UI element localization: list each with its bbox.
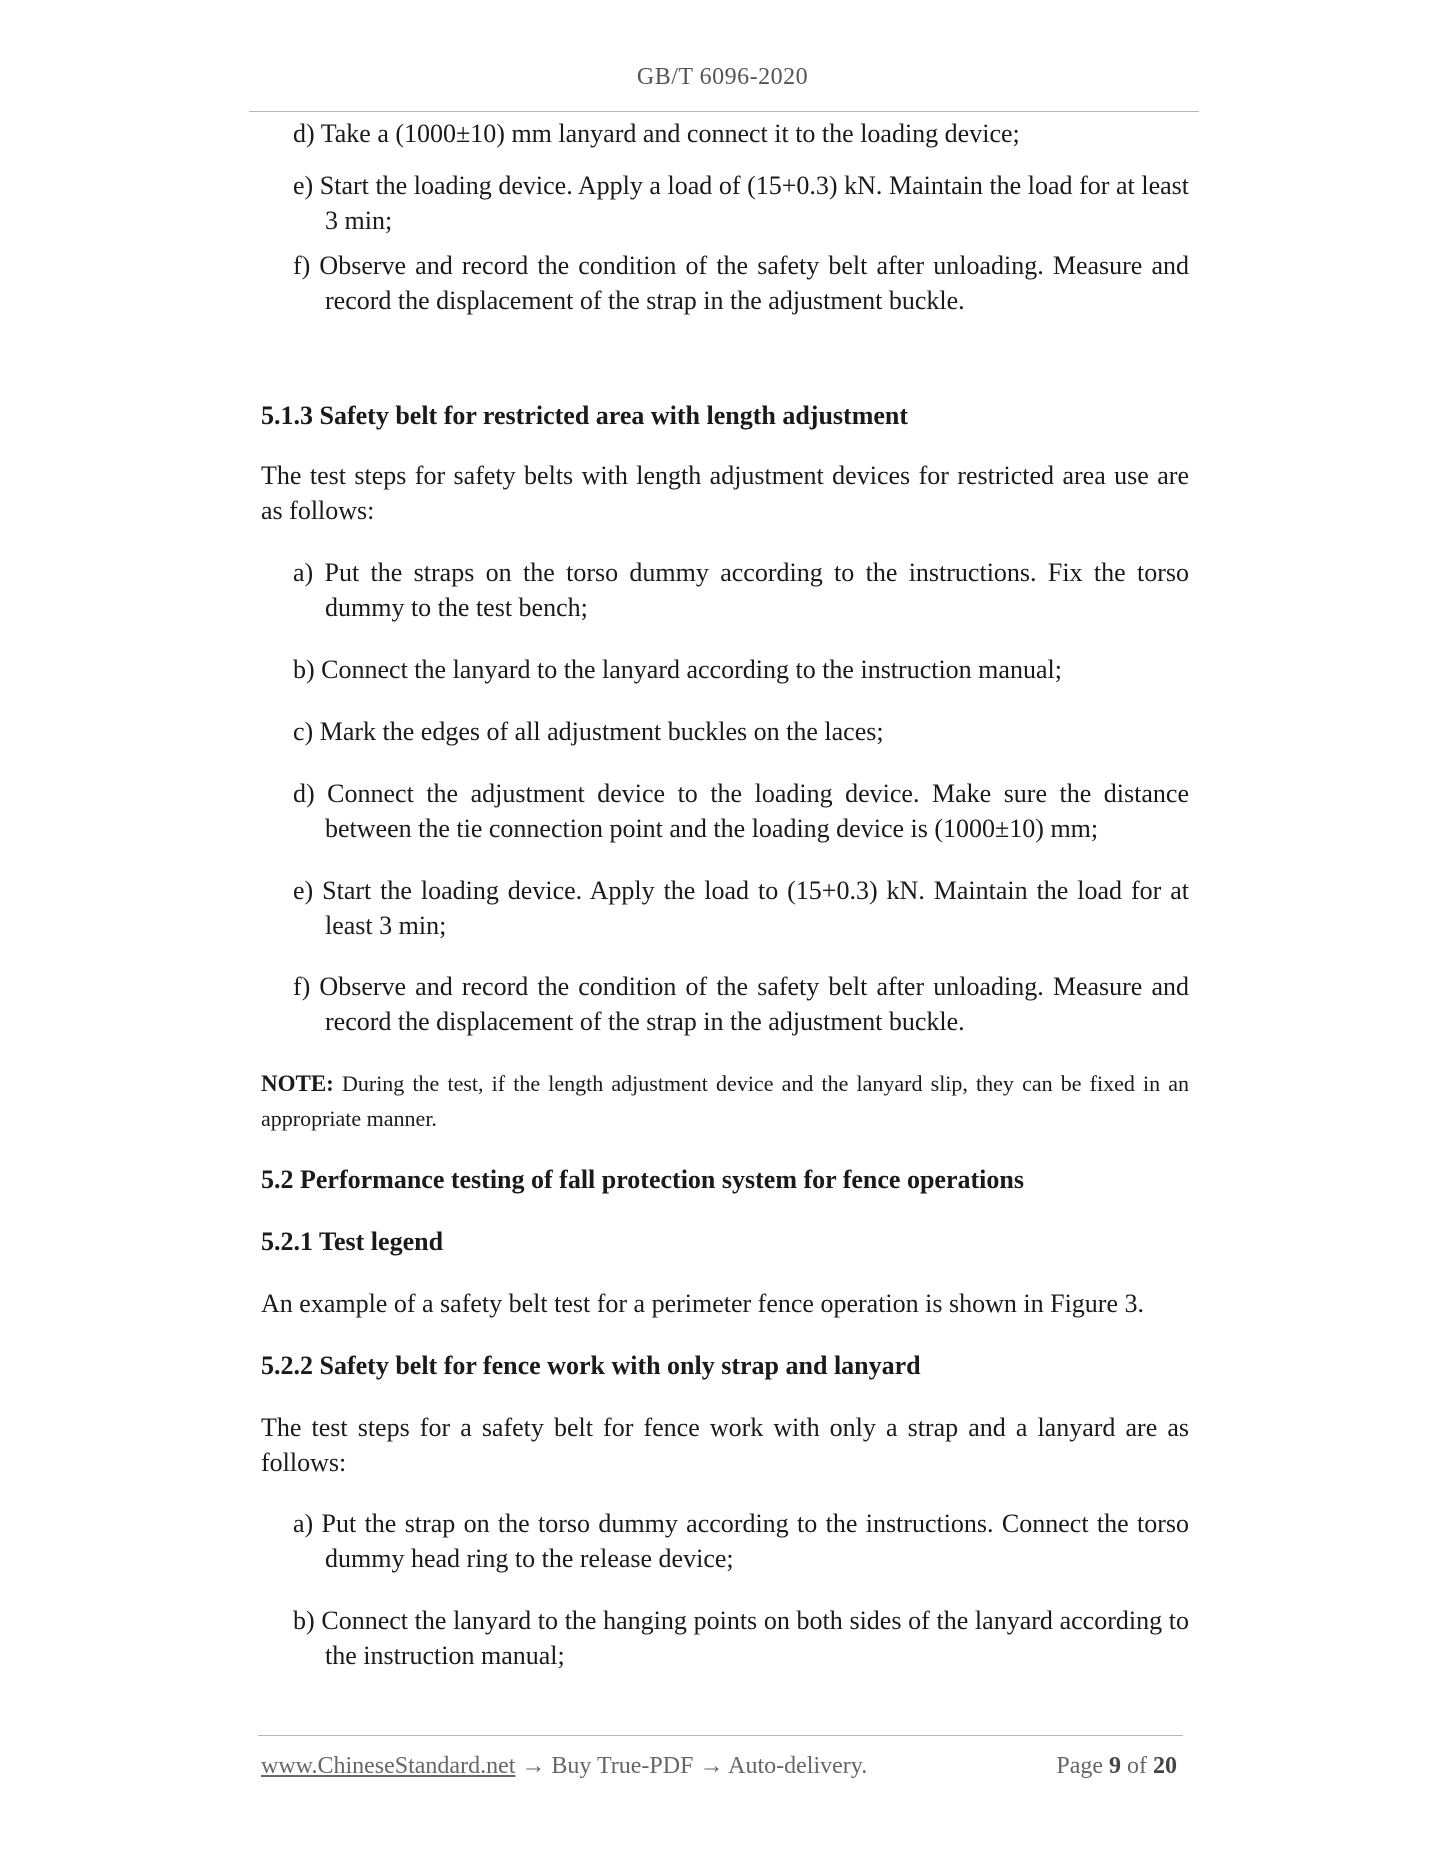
of-label: of	[1127, 1753, 1147, 1779]
footer-divider	[258, 1735, 1183, 1736]
auto-delivery-text: Auto-delivery.	[728, 1753, 868, 1779]
page-number: 9	[1109, 1753, 1121, 1779]
section-heading-5-1-3: 5.1.3 Safety belt for restricted area with length adjustment	[261, 401, 909, 430]
paragraph: The test steps for safety belts with length adjustment devices for restricted area use are as follows:	[261, 461, 1189, 525]
section-heading-5-2-1: 5.2.1 Test legend	[261, 1227, 444, 1256]
page-total: 20	[1153, 1753, 1177, 1779]
section-intro-5-1-3	[261, 458, 1189, 528]
note-text: During the test, if the length adjustment device and the lanyard slip, they can be fixed in an appropriate manner.	[261, 1071, 1189, 1131]
section-heading-5-2: 5.2 Performance testing of fall protection system for fence operations	[261, 1165, 1024, 1194]
section-text-5-2-1	[261, 1286, 1189, 1321]
website-link[interactable]: www.ChineseStandard.net	[261, 1753, 516, 1779]
list-item: d) Take a (1000±10) mm lanyard and connect it to the loading device;	[293, 119, 1020, 148]
list-item: e) Start the loading device. Apply a load of (15+0.3) kN. Maintain the load for at least 3 min;	[293, 171, 1189, 235]
list-item: e) Start the loading device. Apply the load to (15+0.3) kN. Maintain the load for at least 3 min;	[293, 876, 1189, 940]
list-item: a) Put the straps on the torso dummy according to the instructions. Fix the torso dummy to the test bench;	[293, 558, 1189, 622]
list-item: f) Observe and record the condition of the safety belt after unloading. Measure and record the displacement of the strap in the adjustment buckle.	[293, 251, 1189, 315]
list-item: b) Connect the lanyard to the hanging points on both sides of the lanyard according to the instruction manual;	[293, 1606, 1189, 1670]
note-label: NOTE:	[261, 1071, 334, 1096]
paragraph: An example of a safety belt test for a perimeter fence operation is shown in Figure 3.	[261, 1289, 1144, 1318]
header-title: GB/T 6096-2020	[636, 64, 809, 90]
page-indicator	[1056, 1753, 1177, 1780]
list-item: f) Observe and record the condition of the safety belt after unloading. Measure and record the displacement of the strap in the adjustment buckle.	[293, 972, 1189, 1036]
section-intro-5-2-2	[261, 1410, 1189, 1480]
note	[261, 1066, 1189, 1136]
footer-promo	[261, 1753, 867, 1780]
list-item: c) Mark the edges of all adjustment buckles on the laces;	[293, 717, 884, 746]
list-item: d) Connect the adjustment device to the loading device. Make sure the distance between the tie connection point and the loading device is (1000±10) mm;	[293, 779, 1189, 843]
paragraph: The test steps for a safety belt for fence work with only a strap and a lanyard are as follows:	[261, 1413, 1189, 1477]
page-label: Page	[1056, 1753, 1103, 1779]
header-divider	[249, 111, 1199, 112]
section-heading-5-2-2: 5.2.2 Safety belt for fence work with only strap and lanyard	[261, 1351, 921, 1380]
arrow-right-icon: →	[521, 1753, 546, 1779]
buy-true-pdf-text: Buy True-PDF	[551, 1753, 694, 1779]
list-item: a) Put the strap on the torso dummy according to the instructions. Connect the torso dummy head ring to the release device;	[293, 1509, 1189, 1573]
list-item: b) Connect the lanyard to the lanyard according to the instruction manual;	[293, 655, 1062, 684]
arrow-right-icon: →	[699, 1753, 724, 1779]
